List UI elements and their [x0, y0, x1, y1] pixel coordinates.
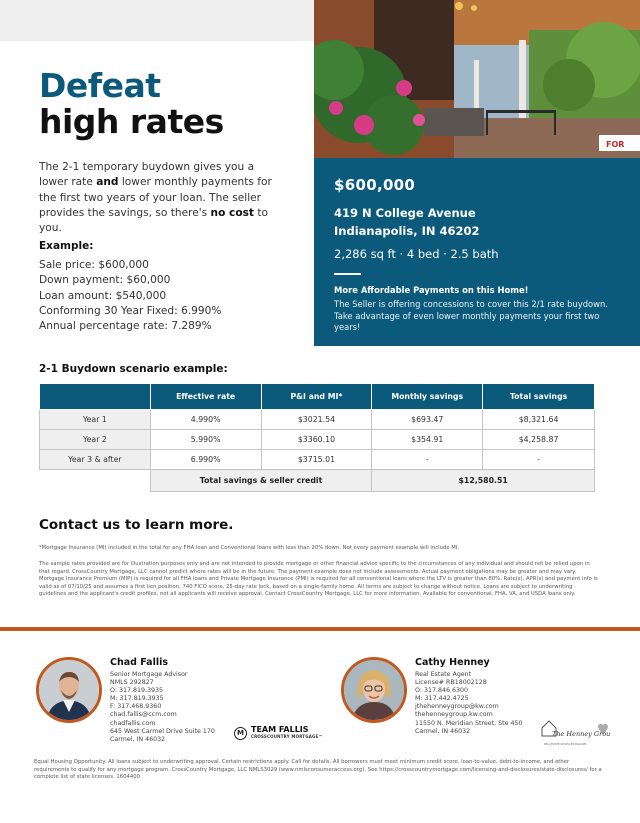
row-label: Year 1	[40, 410, 151, 430]
equal-housing-disclaimer: Equal Housing Opportunity. All loans subject to underwriting approval. Certain restrictions apply. Call for details. All borrowers must meet minimum credit score, loan-to-value, debt-to-income, and other requirements to qualify for any mortgage program. CrossCountry Mortgage, LLC NMLS3029 (www.nmlsconsumeraccess.org). See https://crosscountrymortgage.com/licensing-and-disclosures/state-disclosures/ for a complete list of state licenses. 1604400	[34, 759, 602, 781]
header-total-savings: Total savings	[483, 384, 595, 410]
chad-office-phone: O: 317.819.3935	[110, 687, 164, 695]
table-total-row	[40, 470, 595, 492]
table-header-row	[40, 384, 595, 410]
cell-monthly-savings: $693.47	[372, 410, 483, 430]
header-pi-mi: P&I and MI*	[261, 384, 372, 410]
listing-specs: 2,286 sq ft · 4 bed · 2.5 bath	[334, 247, 499, 261]
cell-total-savings: $8,321.64	[483, 410, 595, 430]
example-title: Example:	[39, 240, 94, 252]
table-row	[40, 410, 595, 430]
headline-line-2: high rates	[39, 102, 224, 141]
contact-heading: Contact us to learn more.	[39, 517, 234, 533]
cathy-mobile-phone: M: 317.442.4725	[415, 695, 469, 703]
chad-mobile-phone: M: 317.819.3935	[110, 695, 164, 703]
cathy-email: jthehenneygroup@kw.com	[415, 703, 499, 711]
total-blank	[40, 470, 151, 492]
team-fallis-logo	[234, 726, 323, 740]
example-down-payment: Down payment: $60,000	[39, 274, 171, 287]
cell-total-savings: $4,258.87	[483, 430, 595, 450]
table-row	[40, 430, 595, 450]
chad-name: Chad Fallis	[110, 657, 169, 668]
buydown-table	[39, 383, 595, 492]
cathy-website: thehenneygroup.kw.com	[415, 711, 493, 719]
mi-footnote: *Mortgage Insurance (MI) included in the total for any FHA loan and Conventional loans with less than 20% down. Not every payment example will include MI.	[39, 545, 460, 551]
intro-bold-2: no cost	[210, 206, 254, 219]
listing-address-line-2: Indianapolis, IN 46202	[334, 224, 480, 238]
team-fallis-text: TEAM FALLIS	[251, 725, 309, 734]
chad-nmls: NMLS 292827	[110, 679, 154, 687]
example-sale-price: Sale price: $600,000	[39, 259, 149, 271]
listing-divider	[334, 273, 361, 275]
intro-text-2: lower monthly payments for the first two years of your loan. The seller provides the savings, so there's	[39, 176, 272, 219]
chad-contact-list	[110, 671, 215, 744]
cell-total-savings: -	[483, 450, 595, 470]
header-effective-rate: Effective rate	[150, 384, 261, 410]
chad-fax: F: 317.468.9360	[110, 703, 162, 711]
table-row	[40, 450, 595, 470]
cell-rate: 6.990%	[150, 450, 261, 470]
cathy-title: Real Estate Agent	[415, 671, 472, 678]
house-porch-photo	[314, 0, 640, 158]
header-monthly-savings: Monthly savings	[372, 384, 483, 410]
header-blank	[40, 384, 151, 410]
total-value: $12,580.51	[372, 470, 595, 492]
henney-group-logo	[538, 714, 610, 756]
chad-avatar	[36, 657, 102, 723]
chad-email: chad.fallis@ccm.com	[110, 711, 177, 719]
cell-rate: 5.990%	[150, 430, 261, 450]
cell-payment: $3021.54	[261, 410, 372, 430]
henney-logo-subtext: REAL ESTATE KW KELLER WILLIAMS	[544, 743, 587, 746]
intro-paragraph	[39, 160, 279, 236]
listing-promo-text: The Seller is offering concessions to cover this 2/1 rate buydown. Take advantage of even lower monthly payments your first two years!	[334, 299, 608, 332]
chad-title: Senior Mortgage Advisor	[110, 671, 188, 678]
example-fixed-rate: Conforming 30 Year Fixed: 6.990%	[39, 304, 222, 317]
chad-street: 645 West Carmel Drive Suite 170	[110, 727, 215, 735]
intro-bold-1: and	[96, 176, 119, 189]
cathy-city: Carmel, IN 46032	[415, 727, 471, 735]
cell-payment: $3715.01	[261, 450, 372, 470]
chad-portrait	[39, 660, 99, 720]
total-label: Total savings & seller credit	[150, 470, 372, 492]
cathy-office-phone: O: 317.846.6300	[415, 687, 469, 695]
cell-monthly-savings: $354.91	[372, 430, 483, 450]
intro-text-3: to you.	[39, 206, 268, 235]
for-sale-sign: FOR	[606, 140, 625, 149]
scenario-title: 2-1 Buydown scenario example:	[39, 363, 228, 375]
row-label: Year 2	[40, 430, 151, 450]
listing-price: $600,000	[334, 176, 416, 194]
cathy-license: License# RB18002128	[415, 679, 487, 687]
listing-promo-heading: More Affordable Payments on this Home!	[334, 285, 529, 295]
page-title	[39, 68, 224, 140]
example-loan-amount: Loan amount: $540,000	[39, 289, 167, 302]
cathy-name: Cathy Henney	[415, 657, 490, 668]
team-fallis-mark-icon: M	[234, 727, 247, 740]
cell-rate: 4.990%	[150, 410, 261, 430]
crosscountry-text: CROSSCOUNTRY MORTGAGE™	[251, 734, 323, 739]
listing-address-line-1: 419 N College Avenue	[334, 206, 476, 220]
henney-logo-text: The Henney Group	[552, 730, 610, 738]
intro-text-1: The 2-1 temporary buydown gives you a lower rate	[39, 161, 255, 189]
listing-panel	[314, 158, 640, 346]
cathy-street: 11550 N. Meridian Street, Ste 450	[415, 719, 523, 727]
cathy-portrait	[344, 660, 404, 720]
porch-illustration	[314, 0, 640, 158]
cathy-contact-list	[415, 671, 523, 736]
section-divider	[0, 627, 640, 631]
row-label: Year 3 & after	[40, 450, 151, 470]
cell-monthly-savings: -	[372, 450, 483, 470]
example-list	[39, 258, 221, 334]
chad-city: Carmel, IN 46032	[110, 735, 166, 743]
henney-logo-graphic	[538, 714, 610, 756]
chad-website: chadfallis.com	[110, 719, 156, 727]
example-apr: Annual percentage rate: 7.289%	[39, 320, 212, 333]
headline-line-1: Defeat	[39, 66, 161, 105]
cathy-avatar	[341, 657, 407, 723]
top-gray-band	[0, 0, 314, 41]
cell-payment: $3360.10	[261, 430, 372, 450]
rate-disclaimer: The sample rates provided are for illustration purposes only and are not intended to provide mortgage or other financial advice specific to the circumstances of any individual and should not be relied upon in that regard. CrossCountry Mortgage, LLC cannot predict where rates will be in the future. The payment example does not include assessments. Actual payment obligations may be greater and may vary. Mortgage Insurance Premium (MIP) is required for all FHA loans and Private Mortgage Insurance (PMI) is required for all conventional loans where the LTV is greater than 80%. Rate(s), APR(s) and payment info is valid as of 07/10/25 and assumes a first lien position, 740 FICO score, 25-day rate lock, based on a single-family home. All terms are subject to change without notice. Loans are subject to underwriting guidelines and the applicant's credit profiles, not all applicants will receive approval. Contact CrossCountry Mortgage, LLC for more information. Available for conventional, FHA, VA, and USDA loans only.	[39, 561, 598, 598]
